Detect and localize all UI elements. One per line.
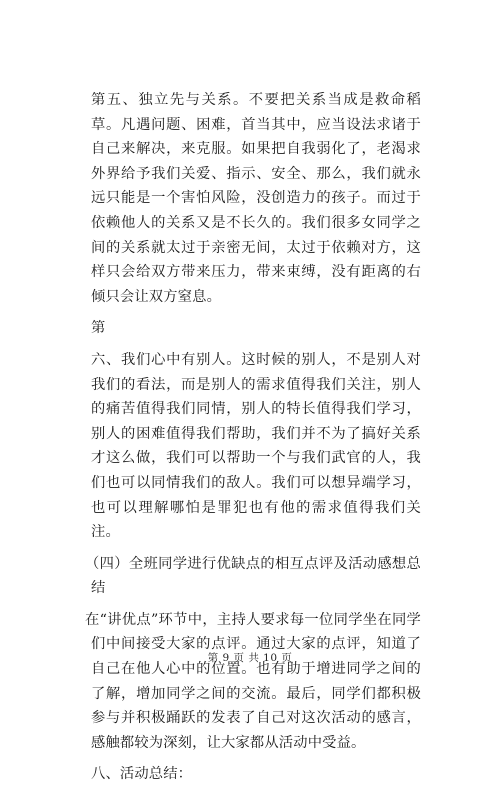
paragraph-fragment: 第: [91, 320, 106, 337]
section-heading-mutual-review: （四）全班同学进行优缺点的相互点评及活动感想总结: [85, 555, 421, 597]
page-footer: 第 9 页 共 10 页: [207, 652, 293, 664]
paragraph-praise-session: 在“讲优点”环节中，主持人要求每一位同学坐在同学们中间接受大家的点评。通过大家的点评，知道了自己在他人心中的位置。也有助于增进同学之间的了解，增加同学之间的交流。最后，同学们都积极参与并积极踊跃的发表了自己对这次活动的感言，感触都较为深刻，让大家都从活动中受益。: [85, 611, 421, 751]
paragraph-others-in-heart: 六、我们心中有别人。这时候的别人，不是别人对我们的看法，而是别人的需求值得我们关注，别人的痛苦值得我们同情，别人的特长值得我们学习，别人的困难值得我们帮助，我们并不为了搞好关系才这么做，我们可以帮助一个与我们武官的人，我们也可以同情我们的敌人。我们可以想异端学习，也可以理解哪怕是罪犯也有他的需求值得我们关注。: [91, 351, 421, 541]
section-heading-activity-summary: 八、活动总结：: [91, 766, 193, 783]
document-body: [85, 88, 421, 787]
paragraph-independence: 第五、独立先与关系。不要把关系当成是救命稻草。凡遇问题、困难，首当其中，应当设法求诸于自己来解决，来克服。如果把自我弱化了，老渴求外界给予我们关爱、指示、安全、那么，我们就永远只能是一个害怕风险，没创造力的孩子。而过于依赖他人的关系又是不长久的。我们很多女同学之间的关系就太过于亲密无间，太过于依赖对方，这样只会给双方带来压力，带来束缚，没有距离的右倾只会让双方窒息。: [91, 92, 421, 305]
